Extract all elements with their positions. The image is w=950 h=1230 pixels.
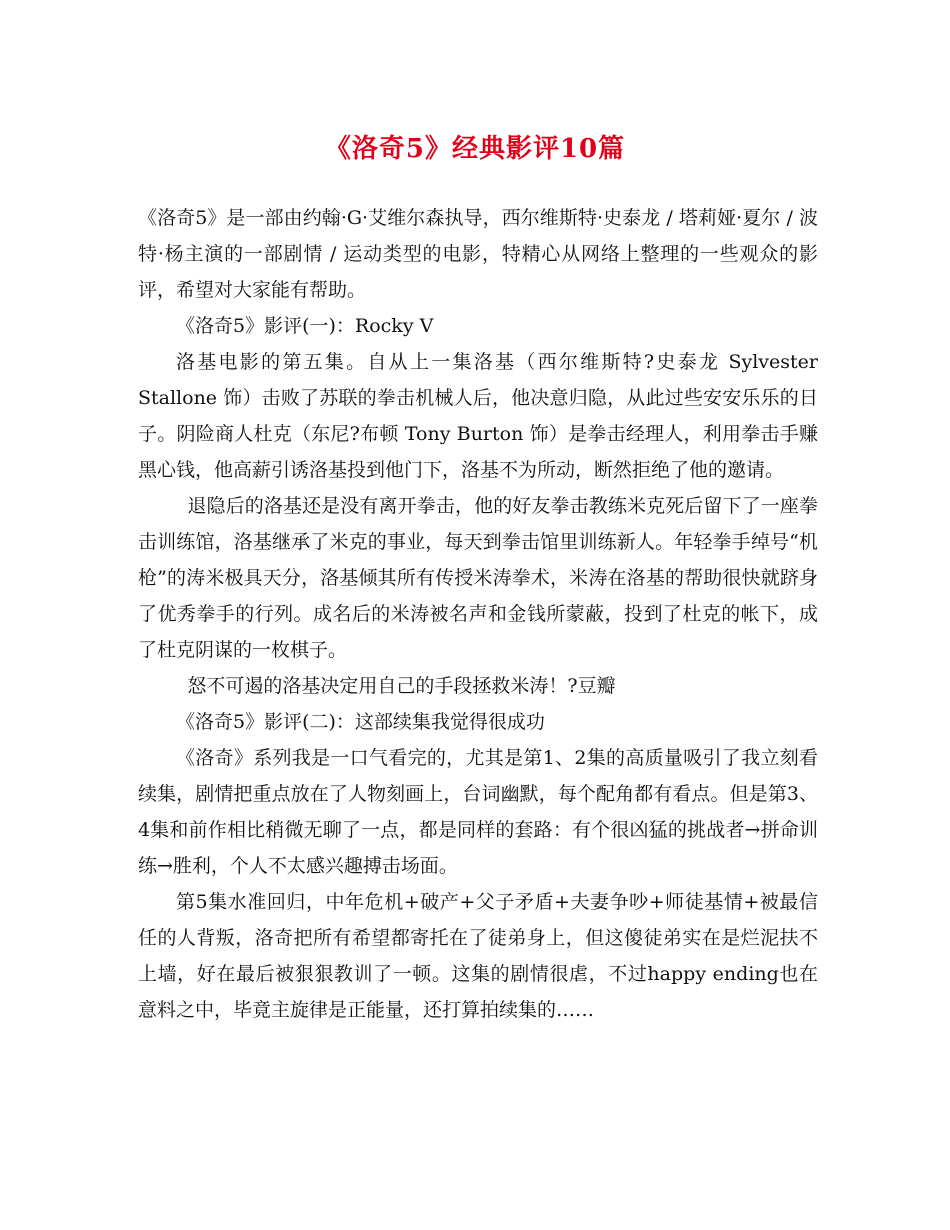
body-paragraph: 第5集水准回归，中年危机+破产+父子矛盾+夫妻争吵+师徒基情+被最信任的人背叛，洛奇把所有希望都寄托在了徒弟身上，但这傻徒弟实在是烂泥扶不上墙，好在最后被狠狠教训了一顿。这集的剧情很虐，不过happy ending也在意料之中，毕竟主旋律是正能量，还打算拍续集的…… (138, 891, 818, 1021)
document-title: 《洛奇5》经典影评10篇 (324, 134, 626, 164)
intro-paragraph: 《洛奇5》是一部由约翰·G·艾维尔森执导，西尔维斯特·史泰龙 / 塔莉娅·夏尔 / 波特·杨主演的一部剧情 / 运动类型的电影，特精心从网络上整理的一些观众的影评，希望对大家能有帮助。 (138, 207, 818, 301)
review-heading-1: 《洛奇5》影评(一)：Rocky V (176, 315, 434, 337)
body-paragraph: 洛基电影的第五集。自从上一集洛基（西尔维斯特?史泰龙 Sylvester Stallone 饰）击败了苏联的拳击机械人后，他决意归隐，从此过些安安乐乐的日子。阴险商人杜克（东尼?布顿 Tony Burton 饰）是拳击经理人，利用拳击手赚黑心钱，他高薪引诱洛基投到他门下，洛基不为所动，断然拒绝了他的邀请。 (138, 351, 818, 481)
body-paragraph: 怒不可遏的洛基决定用自己的手段拯救米涛！?豆瓣 (187, 675, 616, 697)
body-paragraph: 《洛奇》系列我是一口气看完的，尤其是第1、2集的高质量吸引了我立刻看续集，剧情把重点放在了人物刻画上，台词幽默，每个配角都有看点。但是第3、4集和前作相比稍微无聊了一点，都是同样的套路：有个很凶猛的挑战者→拼命训练→胜利，个人不太感兴趣搏击场面。 (138, 747, 818, 877)
document-body (138, 200, 818, 1028)
review-heading-2: 《洛奇5》影评(二)：这部续集我觉得很成功 (176, 711, 545, 733)
body-paragraph: 退隐后的洛基还是没有离开拳击，他的好友拳击教练米克死后留下了一座拳击训练馆，洛基继承了米克的事业，每天到拳击馆里训练新人。年轻拳手绰号“机枪”的涛米极具天分，洛基倾其所有传授米涛拳术，米涛在洛基的帮助很快就跻身了优秀拳手的行列。成名后的米涛被名声和金钱所蒙蔽，投到了杜克的帐下，成了杜克阴谋的一枚棋子。 (138, 495, 818, 661)
